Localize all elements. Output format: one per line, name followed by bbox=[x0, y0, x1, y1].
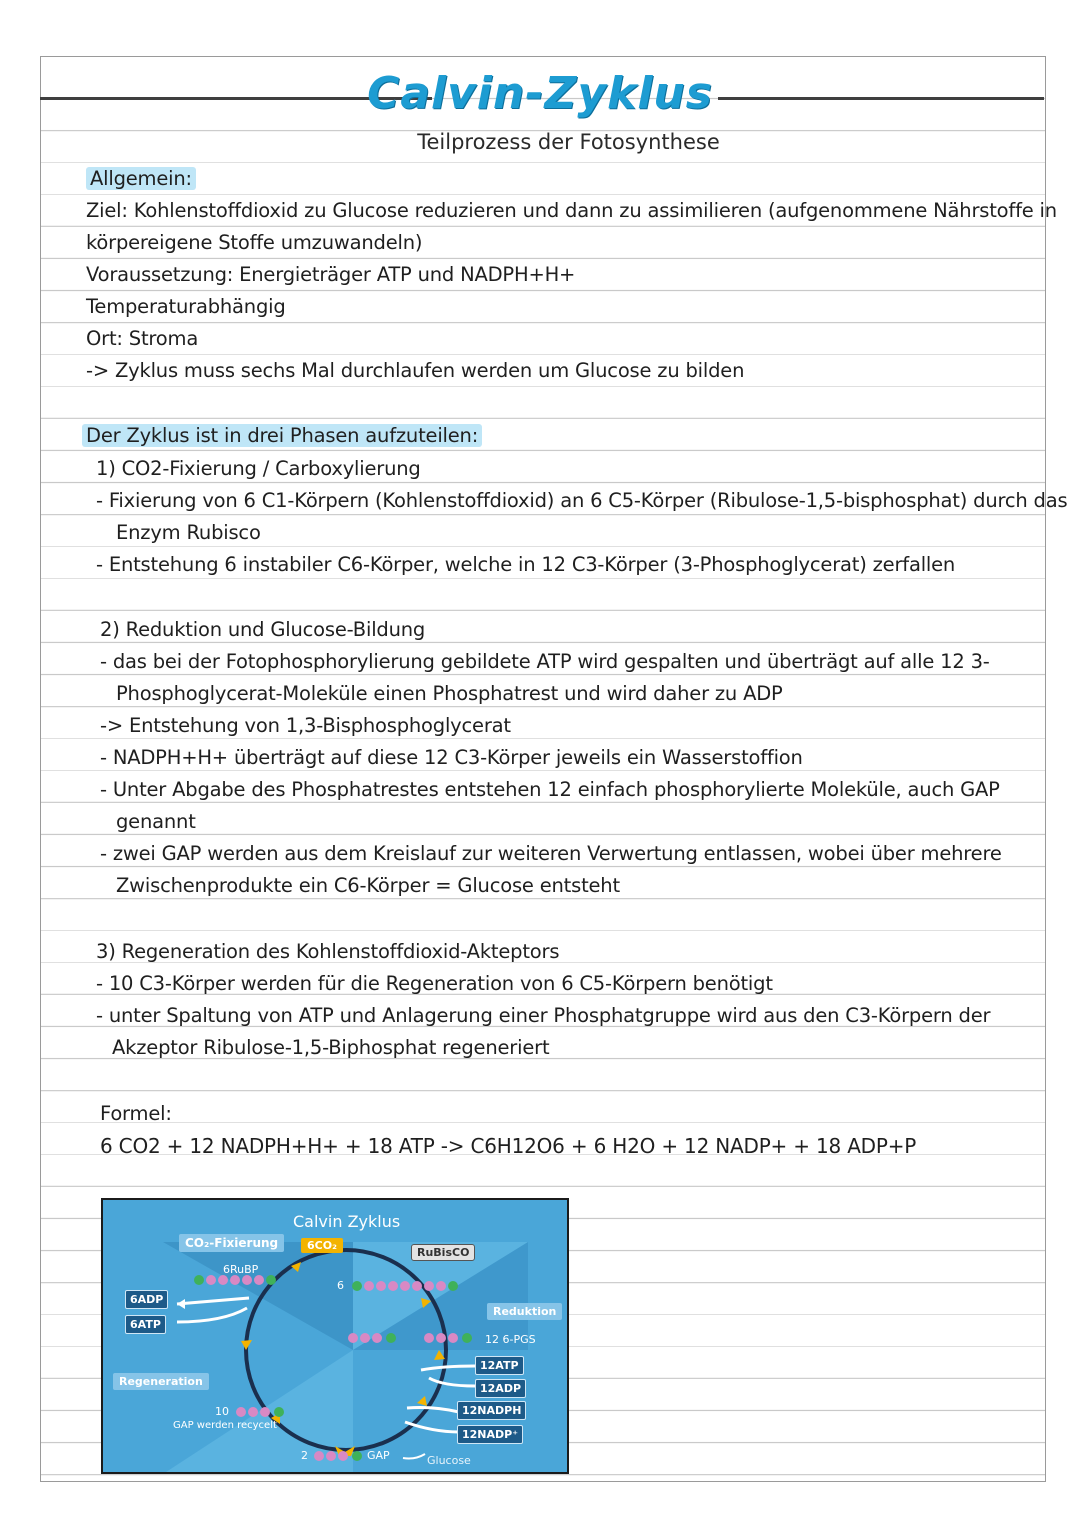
glucose-label: Glucose bbox=[427, 1454, 471, 1467]
phase2-title: 2) Reduktion und Glucose-Bildung bbox=[100, 618, 426, 641]
gap-recycled-label: GAP werden recycelt bbox=[173, 1420, 277, 1431]
reduction-label: Reduktion bbox=[487, 1303, 562, 1320]
phase2-line: - zwei GAP werden aus dem Kreislauf zur weiteren Verwertung entlassen, wobei über mehrere bbox=[100, 842, 1002, 865]
phase2-line: genannt bbox=[116, 810, 196, 833]
ring-arrow bbox=[241, 1340, 252, 1350]
general-line: Voraussetzung: Energieträger ATP und NADPH+H+ bbox=[86, 263, 576, 286]
formula-equation: 6 CO2 + 12 NADPH+H+ + 18 ATP -> C6H12O6 + 6 H2O + 12 NADP+ + 18 ADP+P bbox=[100, 1134, 917, 1158]
phase2-line: - das bei der Fotophosphorylierung gebildete ATP wird gespalten und überträgt auf alle 12 3- bbox=[100, 650, 990, 673]
phase2-line: - NADPH+H+ überträgt auf diese 12 C3-Körper jeweils ein Wasserstoffion bbox=[100, 746, 803, 769]
phase3-line: - 10 C3-Körper werden für die Regeneration von 6 C5-Körpern benötigt bbox=[96, 972, 773, 995]
general-line: Ort: Stroma bbox=[86, 327, 199, 350]
pgs-label: 12 6-PGS bbox=[485, 1333, 536, 1346]
page-title: Calvin-Zyklus bbox=[367, 68, 713, 119]
formula-heading: Formel: bbox=[100, 1102, 172, 1125]
co2-fixation-label: CO₂-Fixierung bbox=[179, 1234, 284, 1252]
nadp-arrow bbox=[405, 1422, 459, 1432]
general-line: -> Zyklus muss sechs Mal durchlaufen werden um Glucose zu bilden bbox=[86, 359, 745, 382]
recycled-count-label: 10 bbox=[215, 1405, 229, 1418]
nadp12-badge: 12NADP⁺ bbox=[457, 1425, 523, 1444]
phase2-line: -> Entstehung von 1,3-Bisphosphoglycerat bbox=[100, 714, 511, 737]
nadph12-badge: 12NADPH bbox=[457, 1401, 526, 1420]
phase3-title: 3) Regeneration des Kohlenstoffdioxid-Akteptors bbox=[96, 940, 560, 963]
phase1-title: 1) CO2-Fixierung / Carboxylierung bbox=[96, 457, 421, 480]
adp12-arrow bbox=[429, 1378, 475, 1386]
co2-badge: 6CO₂ bbox=[301, 1238, 343, 1253]
atp12-badge: 12ATP bbox=[475, 1356, 524, 1375]
glucose-arrow bbox=[403, 1454, 425, 1459]
phase1-line: - Entstehung 6 instabiler C6-Körper, welche in 12 C3-Körper (3-Phosphoglycerat) zerfallen bbox=[96, 553, 956, 576]
phases-heading: Der Zyklus ist in drei Phasen aufzuteilen: bbox=[82, 420, 482, 452]
atp12-arrow bbox=[421, 1366, 475, 1370]
phase2-line: - Unter Abgabe des Phosphatrestes entstehen 12 einfach phosphorylierte Moleküle, auch GAP bbox=[100, 778, 1000, 801]
facet-top-left bbox=[163, 1242, 353, 1350]
c6-chain bbox=[352, 1281, 458, 1291]
phase1-line: - Fixierung von 6 C1-Körpern (Kohlenstoffdioxid) an 6 C5-Körper (Ribulose-1,5-bisphosphat) durch das bbox=[96, 489, 1068, 512]
ring-arrow bbox=[434, 1350, 445, 1360]
gap-label: GAP bbox=[367, 1449, 390, 1462]
regeneration-label: Regeneration bbox=[113, 1373, 209, 1390]
diagram-title: Calvin Zyklus bbox=[293, 1212, 401, 1231]
rubisco-badge: RuBisCO bbox=[411, 1244, 475, 1261]
adp-arrow bbox=[177, 1298, 249, 1304]
rubp-label: 6RuBP bbox=[223, 1263, 259, 1276]
phase2-line: Phosphoglycerat-Moleküle einen Phosphatrest und wird daher zu ADP bbox=[116, 682, 783, 705]
general-heading: Allgemein: bbox=[86, 163, 196, 195]
calvin-cycle-diagram bbox=[101, 1198, 569, 1474]
atp6-badge: 6ATP bbox=[125, 1315, 166, 1334]
output-count-label: 2 bbox=[301, 1449, 308, 1462]
ring-arrow bbox=[417, 1396, 427, 1406]
adp-arrow-head bbox=[177, 1299, 185, 1309]
general-line: Temperaturabhängig bbox=[86, 295, 286, 318]
general-line: Ziel: Kohlenstoffdioxid zu Glucose reduzieren und dann zu assimilieren (aufgenommene Nährstoffe in bbox=[86, 199, 1057, 222]
page-subtitle: Teilprozess der Fotosynthese bbox=[417, 130, 720, 154]
phase2-line: Zwischenprodukte ein C6-Körper = Glucose entsteht bbox=[116, 874, 620, 897]
c6-count-label: 6 bbox=[337, 1279, 344, 1292]
nadph-arrow bbox=[407, 1408, 459, 1413]
phase1-line: Enzym Rubisco bbox=[116, 521, 261, 544]
phase3-line: - unter Spaltung von ATP und Anlagerung einer Phosphatgruppe wird aus den C3-Körpern der bbox=[96, 1004, 991, 1027]
general-line: körpereigene Stoffe umzuwandeln) bbox=[86, 231, 423, 254]
adp12-badge: 12ADP bbox=[475, 1379, 526, 1398]
atp-arrow bbox=[177, 1308, 247, 1322]
phase3-line: Akzeptor Ribulose-1,5-Biphosphat regeneriert bbox=[112, 1036, 550, 1059]
adp6-badge: 6ADP bbox=[125, 1290, 168, 1309]
